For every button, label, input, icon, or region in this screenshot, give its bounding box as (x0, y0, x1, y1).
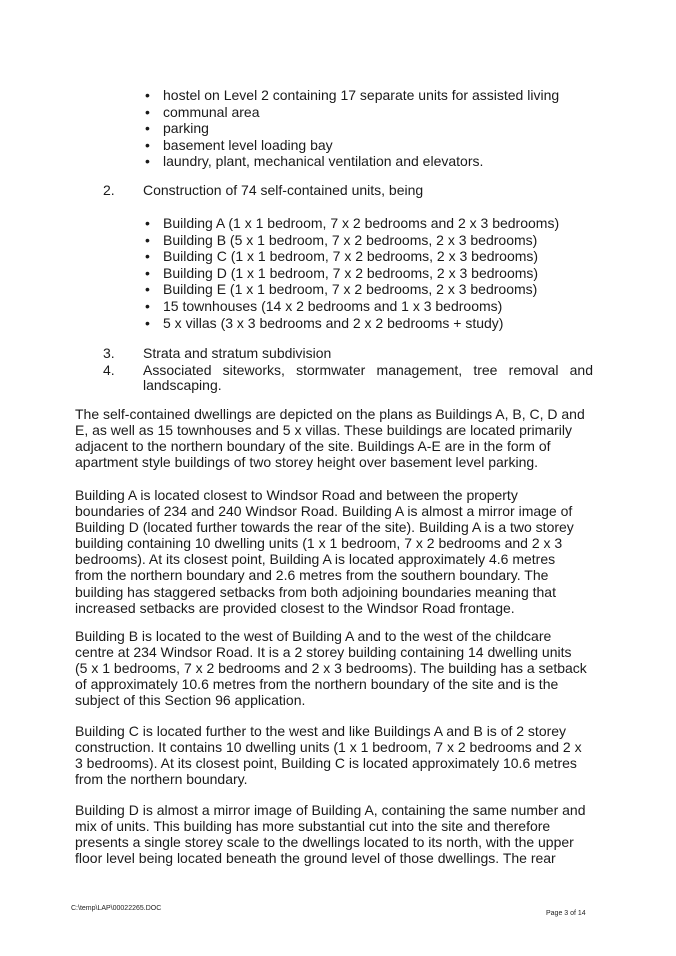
list-item: • laundry, plant, mechanical ventilation and elevators. (145, 153, 559, 170)
list-item: • Building A (1 x 1 bedroom, 7 x 2 bedrooms and 2 x 3 bedrooms) (145, 215, 559, 232)
paragraph-building-a: Building A is located closest to Windsor Road and between the property boundaries of 234 and 240 Windsor Road. Building A is almost a mirror image of Building D (located further towards the rear of the site). Building A is a two storey building containing 10 dwelling units (1 x 1 bedroom, 7 x 2 bedrooms and 2 x 3 bedrooms). At its closest point, Building A is located approximately 4.6 metres from the northern boundary and 2.6 metres from the southern boundary. The building has staggered setbacks from both adjoining boundaries meaning that increased setbacks are provided closest to the Windsor Road frontage. (75, 487, 574, 616)
list-item: • communal area (145, 104, 559, 121)
item-text-line-2: landscaping. (143, 377, 222, 393)
paragraph-building-c: Building C is located further to the west and like Buildings A and B is of 2 storey construction. It contains 10 dwelling units (1 x 1 bedroom, 7 x 2 bedrooms and 2 x 3 bedrooms). At its closest point, Building C is located approximately 10.6 metres from the northern boundary. (75, 723, 582, 788)
item-number: 4. (103, 362, 115, 378)
list-item: • basement level loading bay (145, 137, 559, 154)
facility-bullet-list (145, 87, 559, 170)
list-item: • parking (145, 120, 559, 137)
item-text: Strata and stratum subdivision (143, 345, 332, 361)
list-item: • 15 townhouses (14 x 2 bedrooms and 1 x 3 bedrooms) (145, 298, 559, 315)
numbered-item-3 (103, 345, 593, 363)
paragraph-building-b: Building B is located to the west of Building A and to the west of the childcare centre at 234 Windsor Road. It is a 2 storey building containing 14 dwelling units (5 x 1 bedrooms, 7 x 2 bedrooms and 2 x 3 bedrooms). The building has a setback of approximately 10.6 metres from the northern boundary of the site and is the subject of this Section 96 application. (75, 628, 587, 709)
list-item: • 5 x villas (3 x 3 bedrooms and 2 x 2 bedrooms + study) (145, 315, 559, 332)
numbered-item-2 (103, 182, 593, 200)
item-text-line-1: Associated siteworks, stormwater management, tree removal and (143, 362, 593, 378)
list-item: • Building D (1 x 1 bedroom, 7 x 2 bedrooms, 2 x 3 bedrooms) (145, 265, 559, 282)
list-item: • Building E (1 x 1 bedroom, 7 x 2 bedrooms, 2 x 3 bedrooms) (145, 281, 559, 298)
paragraph-building-d: Building D is almost a mirror image of Building A, containing the same number and mix of units. This building has more substantial cut into the site and therefore presents a single storey scale to the dwellings located to its north, with the upper floor level being located beneath the ground level of those dwellings. The rear (75, 802, 586, 867)
numbered-item-4 (103, 362, 593, 396)
list-item: • Building B (5 x 1 bedroom, 7 x 2 bedrooms, 2 x 3 bedrooms) (145, 232, 559, 249)
footer-file-path: C:\temp\LAP\00022265.DOC (71, 905, 162, 912)
list-item: • hostel on Level 2 containing 17 separate units for assisted living (145, 87, 559, 104)
list-item: • Building C (1 x 1 bedroom, 7 x 2 bedrooms, 2 x 3 bedrooms) (145, 248, 559, 265)
units-bullet-list (145, 215, 559, 331)
item-text: Construction of 74 self-contained units, being (143, 182, 424, 198)
item-number: 3. (103, 345, 115, 361)
item-number: 2. (103, 182, 115, 198)
paragraph-self-contained-dwellings: The self-contained dwellings are depicted on the plans as Buildings A, B, C, D and E, as well as 15 townhouses and 5 x villas. These buildings are located primarily adjacent to the northern boundary of the site. Buildings A-E are in the form of apartment style buildings of two storey height over basement level parking. (75, 406, 585, 471)
footer-page-number: Page 3 of 14 (546, 910, 586, 917)
